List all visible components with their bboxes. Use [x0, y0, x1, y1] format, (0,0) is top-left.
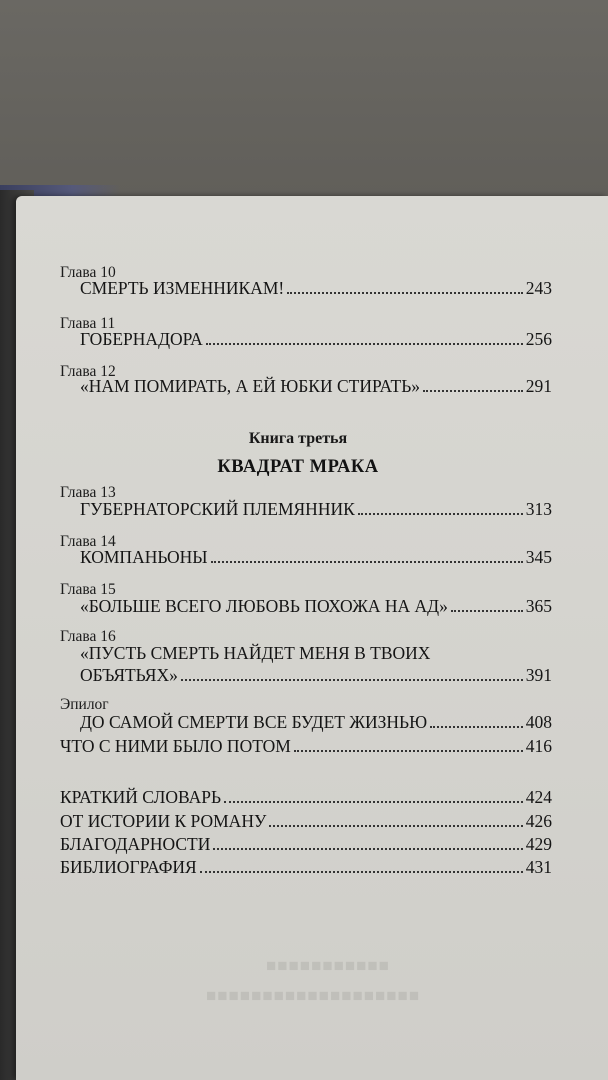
page-number: 391 [525, 665, 552, 685]
chapter-label: Глава 10 [60, 264, 116, 281]
page-number: 431 [525, 857, 552, 877]
toc-entry[interactable] [80, 376, 552, 397]
chapter-label: Глава 11 [60, 315, 116, 332]
toc-entry[interactable] [80, 547, 552, 568]
page-number: 256 [525, 329, 552, 349]
chapter-title: «БОЛЬШЕ ВСЕГО ЛЮБОВЬ ПОХОЖА НА АД» [80, 596, 448, 616]
dot-leader [181, 678, 523, 681]
page-number: 365 [525, 596, 552, 616]
chapter-title: «НАМ ПОМИРАТЬ, А ЕЙ ЮБКИ СТИРАТЬ» [80, 376, 421, 396]
page-number: 424 [525, 787, 552, 807]
page-number: 416 [525, 736, 552, 756]
dot-leader [213, 847, 522, 850]
dot-leader [423, 389, 523, 392]
page-number: 345 [525, 547, 552, 567]
dot-leader [269, 824, 522, 827]
chapter-label: Глава 14 [60, 533, 116, 550]
chapter-title: ГУБЕРНАТОРСКИЙ ПЛЕМЯННИК [80, 499, 355, 519]
chapter-label: Глава 12 [60, 363, 116, 380]
toc-entry[interactable] [60, 834, 552, 855]
toc-entry[interactable] [80, 278, 552, 299]
chapter-title: СМЕРТЬ ИЗМЕННИКАМ! [80, 278, 285, 298]
toc-entry[interactable] [80, 329, 552, 350]
chapter-label: Глава 15 [60, 581, 116, 598]
dot-leader [430, 725, 523, 728]
dot-leader [358, 512, 523, 515]
section-title: БЛАГОДАРНОСТИ [60, 834, 211, 854]
dot-leader [224, 800, 523, 803]
dot-leader [294, 749, 523, 752]
section-title: ЧТО С НИМИ БЫЛО ПОТОМ [60, 736, 291, 756]
show-through-text: ■■■■■■■■■■■ [266, 956, 390, 975]
chapter-title-line2: ОБЪЯТЬЯХ» [80, 665, 178, 685]
toc-entry[interactable] [60, 736, 552, 757]
chapter-label: Глава 16 [60, 628, 116, 645]
page-number: 243 [525, 278, 552, 298]
page-number: 313 [525, 499, 552, 519]
page-number: 429 [525, 834, 552, 854]
page-number: 408 [525, 712, 552, 732]
toc-entry[interactable] [80, 499, 552, 520]
page-number: 426 [525, 811, 552, 831]
chapter-title: КОМПАНЬОНЫ [80, 547, 208, 567]
epilogue-title: ДО САМОЙ СМЕРТИ ВСЕ БУДЕТ ЖИЗНЬЮ [80, 712, 428, 732]
toc-entry[interactable] [80, 665, 552, 686]
section-title: БИБЛИОГРАФИЯ [60, 857, 197, 877]
section-title: ОТ ИСТОРИИ К РОМАНУ [60, 811, 267, 831]
show-through-text: ■■■■■■■■■■■■■■■■■■■ [206, 986, 421, 1005]
toc-entry[interactable] [60, 811, 552, 832]
page-number: 291 [525, 376, 552, 396]
dot-leader [451, 609, 523, 612]
epilogue-label: Эпилог [60, 696, 109, 713]
dot-leader [211, 560, 523, 563]
toc-entry[interactable] [80, 596, 552, 617]
dot-leader [206, 342, 523, 345]
toc-entry[interactable] [80, 712, 552, 733]
chapter-title: ГОБЕРНАДОРА [80, 329, 203, 349]
dot-leader [287, 291, 523, 294]
dot-leader [200, 870, 523, 873]
book-part-title: КВАДРАТ МРАКА [217, 457, 379, 477]
section-title: КРАТКИЙ СЛОВАРЬ [60, 787, 222, 807]
book-part-subtitle: Книга третья [248, 430, 348, 447]
toc-entry[interactable] [60, 787, 552, 808]
chapter-title-line1[interactable]: «ПУСТЬ СМЕРТЬ НАЙДЕТ МЕНЯ В ТВОИХ [80, 643, 431, 663]
chapter-label: Глава 13 [60, 484, 116, 501]
toc-entry[interactable] [60, 857, 552, 878]
